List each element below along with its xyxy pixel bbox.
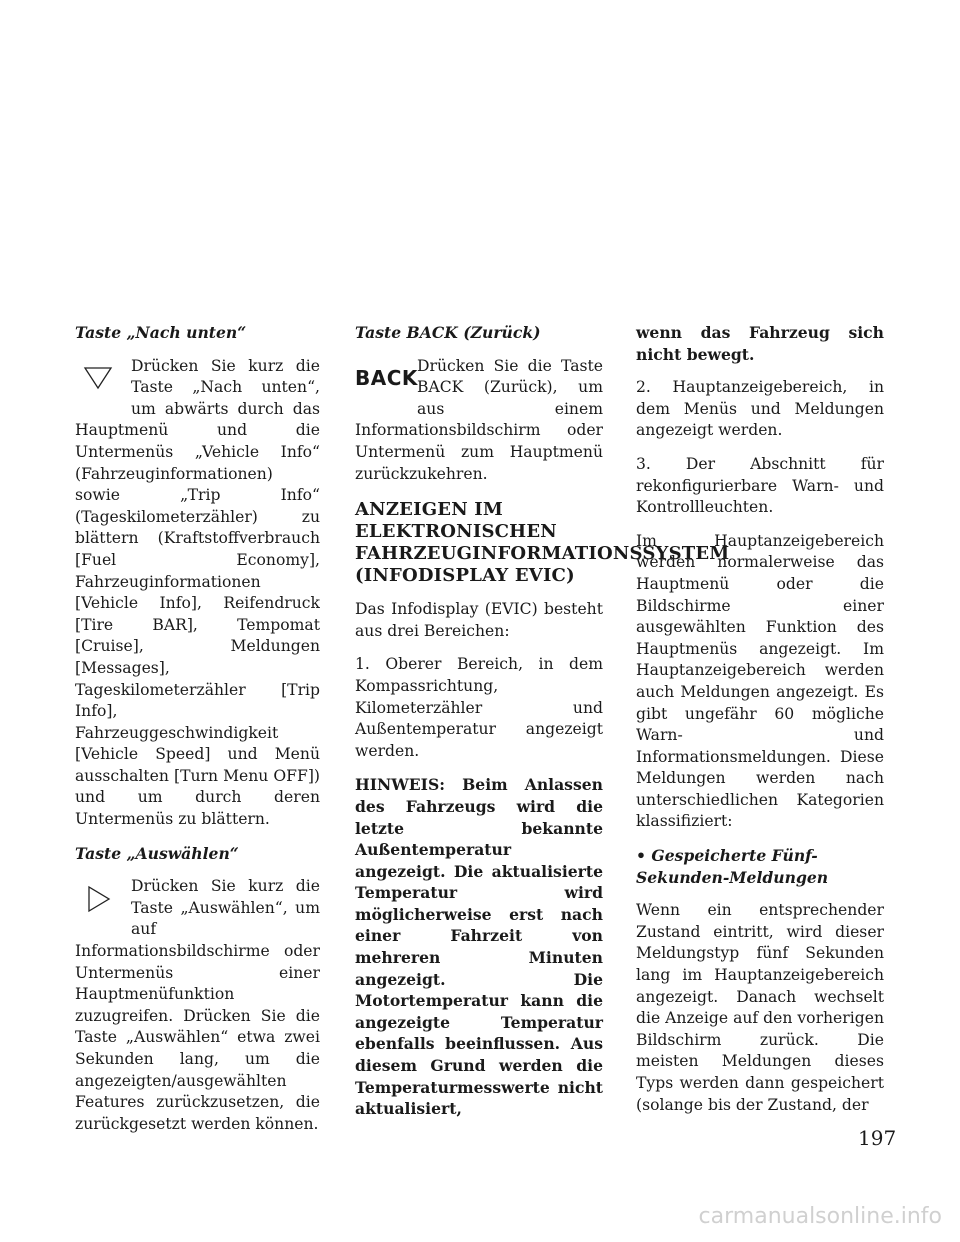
note-text: HINWEIS: Beim Anlassen des Fahrzeugs wird die letzte bekannte Außentemperatur angezeigt. Die aktualisierte Temperatur wird möglicherweise erst nach einer Fahrzeit von mehreren Minuten angezeigt. Die Motortemperatur kann die angezeigte Temperatur ebenfalls beeinflussen. Aus diesem Grund werden die Temperaturmesswerte nicht aktualisiert, xyxy=(355,775,603,1119)
heading-back-button: Taste BACK (Zurück) xyxy=(355,323,541,342)
column-1 xyxy=(75,322,320,1135)
evic-item-3: 3. Der Abschnitt für rekonfigurierbare Warn- und Kontrollleuchten. xyxy=(636,454,884,517)
watermark: carmanualsonline.info xyxy=(698,1204,942,1229)
stored-messages-text: Wenn ein entsprechender Zustand eintritt, wird dieser Meldungstyp fünf Sekunden lang im Hauptanzeigebereich angezeigt. Danach wechselt die Anzeige auf den vorherigen Bildschirm zurück. Die meisten Meldungen dieses Typs werden dann gespeichert (solange bis der Zustand, der xyxy=(636,901,884,1114)
bullet-stored-messages: • Gespeicherte Fünf-Sekunden-Meldungen xyxy=(636,846,829,887)
evic-intro: Das Infodisplay (EVIC) besteht aus drei Bereichen: xyxy=(355,600,603,640)
page-number: 197 xyxy=(858,1126,897,1150)
down-button-text: Drücken Sie kurz die Taste „Nach unten“, um abwärts durch das Hauptmenü und die Untermenüs „Vehicle Info“ (Fahrzeuginformationen) sowie „Trip Info“ (Tageskilometerzähler) zu blättern (Kraftstoffverbrauch [Fuel Economy], Fahrzeuginformationen [Vehicle Info], Reifendruck [Tire BAR], Tempomat [Cruise], Meldungen [Messages], Tageskilometerzähler [Trip Info], Fahrzeuggeschwindigkeit [Vehicle Speed] und Menü ausschalten [Turn Menu OFF]) und um durch deren Untermenüs zu blättern. xyxy=(75,356,320,829)
column-2 xyxy=(355,322,730,1132)
main-display-description: Im Hauptanzeigebereich werden normalerweise das Hauptmenü oder die Bildschirme einer ausgewählten Funktion des Hauptmenüs angezeigt. Im Hauptanzeigebereich werden auch Meldungen angezeigt. Es gibt ungefähr 60 mögliche Warn- und Informationsmeldungen. Diese Meldungen werden nach unterschiedlichen Kategorien klassifiziert: xyxy=(636,531,884,831)
select-button-text: Drücken Sie kurz die Taste „Auswählen“, um auf Informationsbildschirme oder Untermenüs einer Hauptmenüfunktion zuzugreifen. Drücken Sie die Taste „Auswählen“ etwa zwei Sekunden lang, um die angezeigten/ausgewählten Features zurückzusetzen, die zurückgesetzt werden können. xyxy=(75,877,320,1133)
column-3 xyxy=(636,322,884,1128)
down-button-block xyxy=(75,356,320,831)
right-triangle-icon xyxy=(75,876,131,936)
evic-item-2: 2. Hauptanzeigebereich, in dem Menüs und Meldungen angezeigt werden. xyxy=(636,378,884,440)
heading-down-button: Taste „Nach unten“ xyxy=(75,323,247,342)
note-continued: wenn das Fahrzeug sich nicht bewegt. xyxy=(636,323,884,364)
heading-select-button: Taste „Auswählen“ xyxy=(75,843,239,863)
section-title: ANZEIGEN IM ELEKTRONISCHEN FAHRZEUGINFORMATIONSSYSTEM (INFODISPLAY EVIC) xyxy=(355,499,730,587)
evic-item-1: 1. Oberer Bereich, in dem Kompassrichtung, Kilometerzähler und Außentemperatur angezeigt werden. xyxy=(355,655,603,760)
back-icon: BACK xyxy=(355,365,418,390)
select-button-block xyxy=(75,876,320,1135)
down-triangle-icon xyxy=(75,356,131,416)
back-button-text: Drücken Sie die Taste BACK (Zurück), um aus einem Informationsbildschirm oder Untermenü zum Hauptmenü zurückzukehren. xyxy=(355,356,603,483)
back-button-block xyxy=(355,356,603,486)
